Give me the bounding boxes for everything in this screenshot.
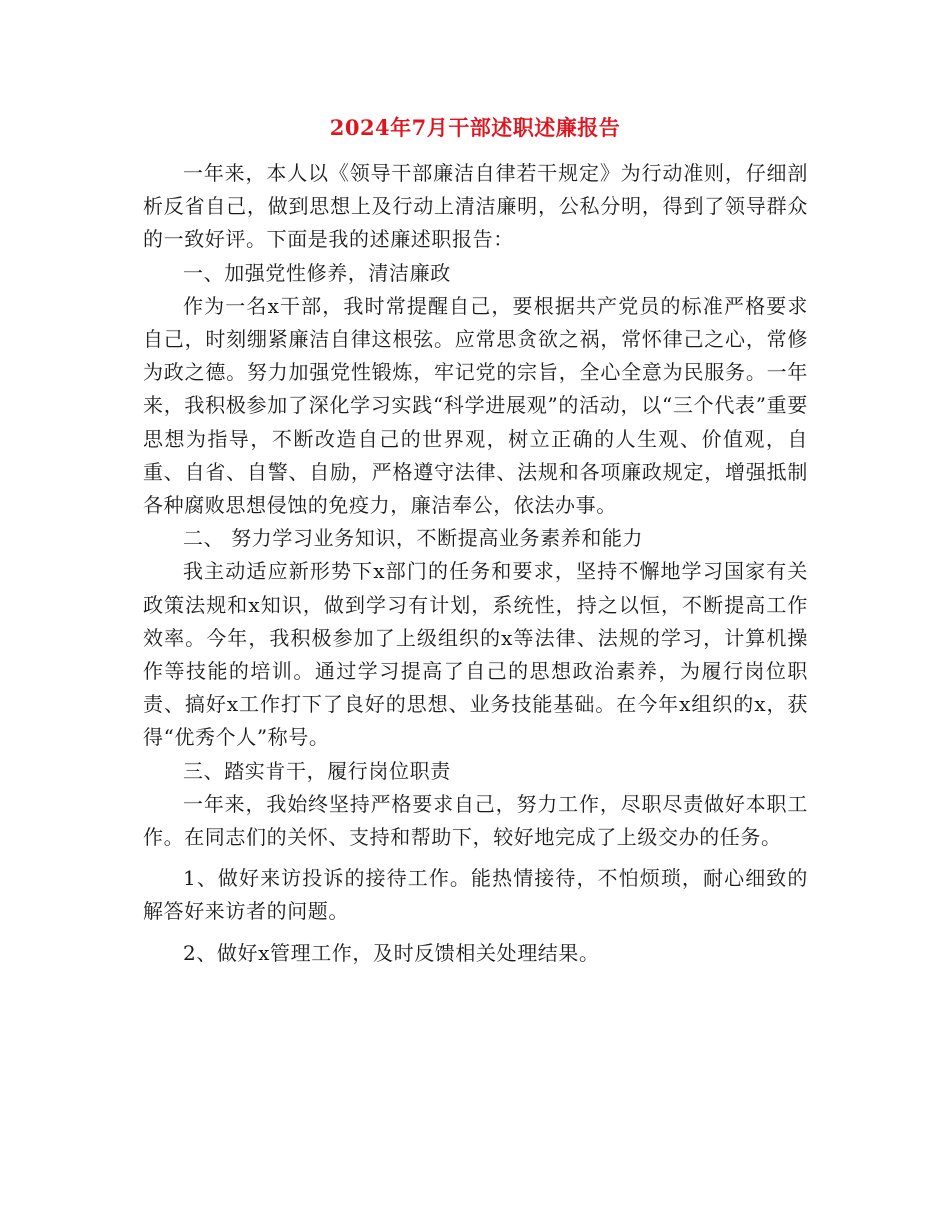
document-title: 2024年7月干部述职述廉报告 xyxy=(329,115,621,140)
section-heading-1: 一、加强党性修养，清洁廉政 xyxy=(183,260,451,285)
paragraph-intro: 一年来，本人以《领导干部廉洁自律若干规定》为行动准则，仔细剖析反省自己，做到思想上及行动上清洁廉明，公私分明，得到了领导群众的一致好评。下面是我的述廉述职报告： xyxy=(143,161,808,252)
paragraph-section-3: 一年来，我始终坚持严格要求自己，努力工作，尽职尽责做好本职工作。在同志们的关怀、支持和帮助下，较好地完成了上级交办的任务。 xyxy=(143,791,808,850)
list-item-1: 1、做好来访投诉的接待工作。能热情接待，不怕烦琐，耐心细致的解答好来访者的问题。 xyxy=(143,866,808,924)
paragraph-section-2: 我主动适应新形势下x部门的任务和要求，坚持不懈地学习国家有关政策法规和x知识，做到学习有计划，系统性，持之以恒，不断提高工作效率。今年，我积极参加了上级组织的x等法律、法规的学习，计算机操作等技能的培训。通过学习提高了自己的思想政治素养，为履行岗位职责、搞好x工作打下了良好的思想、业务技能基础。在今年x组织的x，获得“优秀个人”称号。 xyxy=(143,559,808,750)
section-heading-3: 三、踏实肯干，履行岗位职责 xyxy=(183,758,451,783)
document-body xyxy=(143,157,808,970)
section-heading-2: 二、 努力学习业务知识，不断提高业务素养和能力 xyxy=(183,526,644,551)
list-item-2: 2、做好x管理工作，及时反馈相关处理结果。 xyxy=(183,940,600,965)
paragraph-section-1: 作为一名x干部，我时常提醒自己，要根据共产党员的标准严格要求自己，时刻绷紧廉洁自律这根弦。应常思贪欲之祸，常怀律己之心，常修为政之德。努力加强党性锻炼，牢记党的宗旨，全心全意为民服务。一年来，我积极参加了深化学习实践“科学进展观”的活动，以“三个代表”重要思想为指导，不断改造自己的世界观，树立正确的人生观、价值观，自重、自省、自警、自励，严格遵守法律、法规和各项廉政规定，增强抵制各种腐败思想侵蚀的免疫力，廉洁奉公，依法办事。 xyxy=(143,293,808,518)
